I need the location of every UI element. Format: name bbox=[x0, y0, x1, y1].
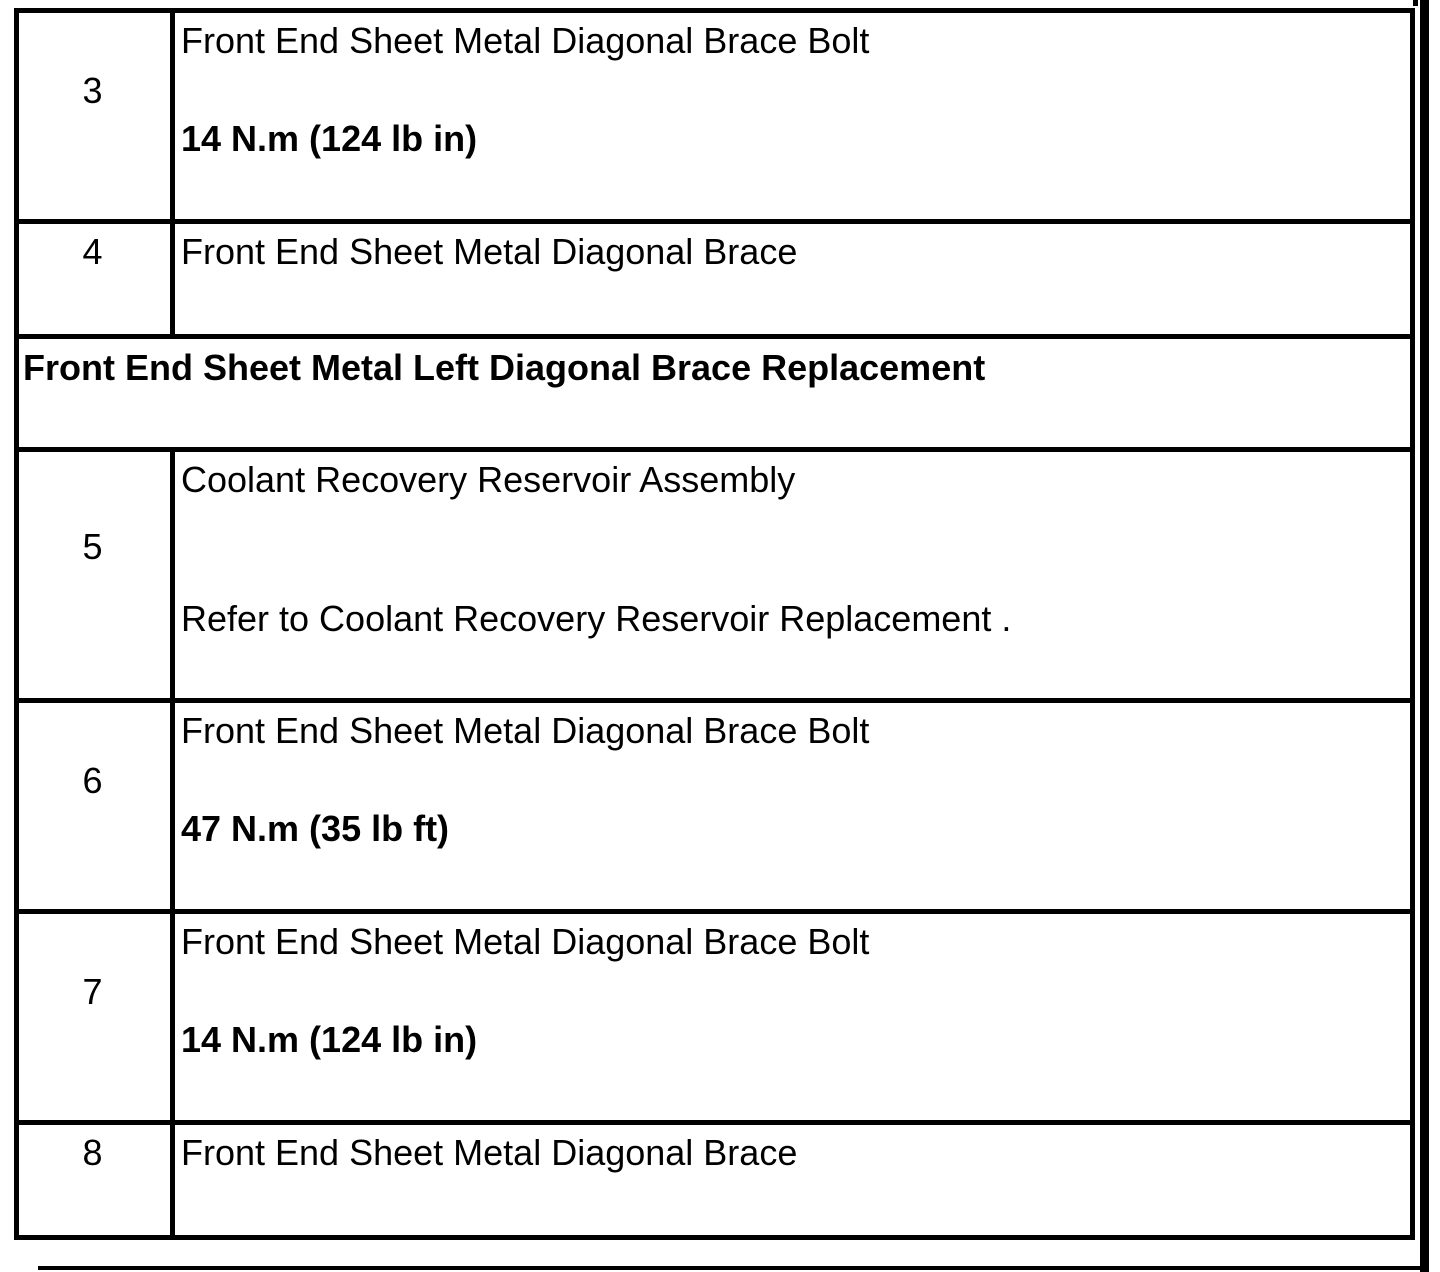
step-number-cell bbox=[17, 222, 173, 337]
step-description-cell bbox=[173, 912, 1413, 1123]
step-number: 7 bbox=[82, 971, 103, 1012]
table-row bbox=[17, 1123, 1413, 1238]
section-row bbox=[17, 337, 1413, 450]
step-number-cell bbox=[17, 11, 173, 222]
step-number-cell bbox=[17, 1123, 173, 1238]
component-name: Front End Sheet Metal Diagonal Brace bbox=[181, 1132, 798, 1173]
step-description-cell bbox=[173, 450, 1413, 701]
section-title: Front End Sheet Metal Left Diagonal Brace Replacement bbox=[23, 347, 986, 388]
step-number: 6 bbox=[82, 760, 103, 801]
page-right-edge-rule bbox=[1420, 0, 1429, 1272]
step-number-cell bbox=[17, 912, 173, 1123]
table-row bbox=[17, 701, 1413, 912]
table-row bbox=[17, 222, 1413, 337]
component-name: Coolant Recovery Reservoir Assembly bbox=[181, 459, 796, 500]
step-number-cell bbox=[17, 701, 173, 912]
step-number: 4 bbox=[82, 231, 103, 272]
procedure-table bbox=[14, 8, 1415, 1240]
section-title-cell bbox=[17, 337, 1413, 450]
step-number: 3 bbox=[82, 70, 103, 111]
torque-spec: 14 N.m (124 lb in) bbox=[181, 118, 478, 159]
reference-note: Refer to Coolant Recovery Reservoir Replacement . bbox=[181, 598, 1012, 639]
step-description-cell bbox=[173, 701, 1413, 912]
page-corner-mark bbox=[1413, 0, 1418, 6]
component-name: Front End Sheet Metal Diagonal Brace Bolt bbox=[181, 710, 870, 751]
step-description-cell bbox=[173, 222, 1413, 337]
component-name: Front End Sheet Metal Diagonal Brace bbox=[181, 231, 798, 272]
table-row bbox=[17, 912, 1413, 1123]
table-row bbox=[17, 450, 1413, 701]
table-row bbox=[17, 11, 1413, 222]
step-description-cell bbox=[173, 11, 1413, 222]
component-name: Front End Sheet Metal Diagonal Brace Bolt bbox=[181, 20, 870, 61]
component-name: Front End Sheet Metal Diagonal Brace Bolt bbox=[181, 921, 870, 962]
torque-spec: 47 N.m (35 lb ft) bbox=[181, 808, 450, 849]
step-number-cell bbox=[17, 450, 173, 701]
page-bottom-rule bbox=[38, 1266, 1420, 1270]
torque-spec: 14 N.m (124 lb in) bbox=[181, 1019, 478, 1060]
step-description-cell bbox=[173, 1123, 1413, 1238]
step-number: 5 bbox=[82, 526, 103, 567]
step-number: 8 bbox=[82, 1132, 103, 1173]
